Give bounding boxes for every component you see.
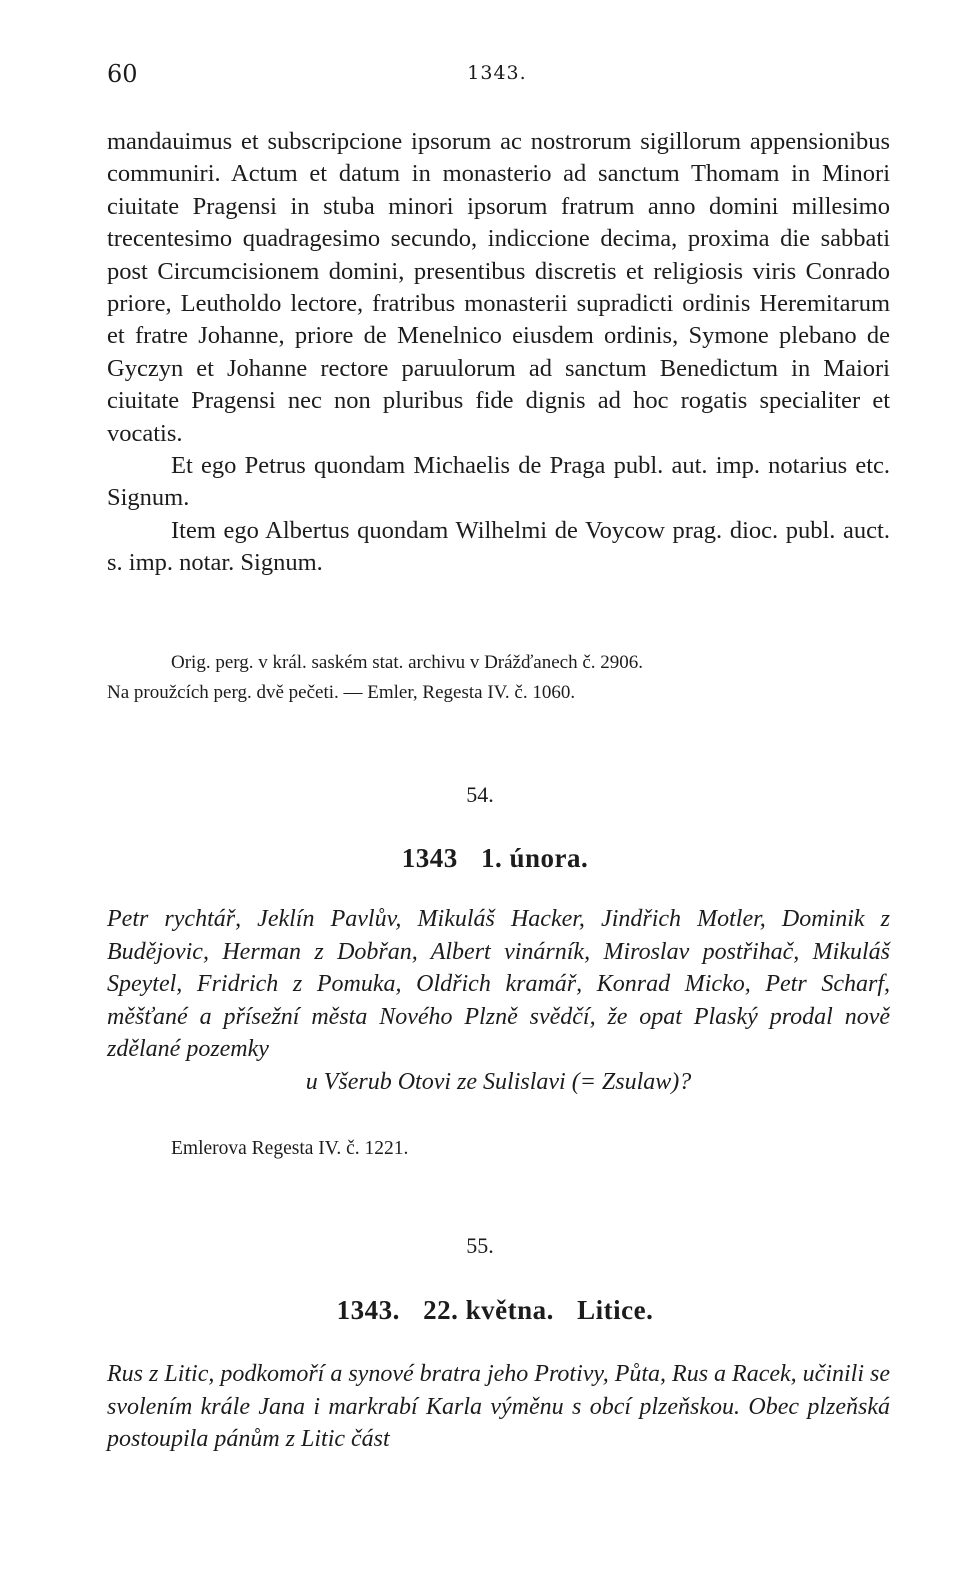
running-header-year: 1343. <box>467 62 527 84</box>
regest-text: Petr rychtář, Jeklín Pavlův, Mikuláš Hacker, Jindřich Motler, Dominik z Budějovic, Herman z Dobřan, Albert vinárník, Miroslav postřihač, Mikuláš Speytel, Fridrich z Pomuka, Oldřich kramář, Konrad Micko, Petr Scharf, měšťané a přísežní města Nového Plzně svědčí, že opat Plaský prodal nově zdělané pozemky <box>107 906 890 1062</box>
entry-number: 54. <box>466 782 494 807</box>
notary-attestation-1: Et ego Petrus quondam Michaelis de Praga publ. aut. imp. notarius etc. Signum. <box>107 452 890 512</box>
source-note-line: Orig. perg. v král. saském stat. archivu v Drážďanech č. 2906. <box>171 652 644 673</box>
entry-year: 1343 <box>401 843 458 873</box>
entry-heading <box>0 1295 960 1326</box>
entry-number: 55. <box>466 1233 494 1258</box>
entry-heading <box>0 843 960 874</box>
entry-date: 22. května. <box>423 1295 554 1325</box>
notary-attestation-2: Item ego Albertus quondam Wilhelmi de Voycow prag. dioc. publ. auct. s. imp. notar. Signum. <box>107 516 890 577</box>
entry-regest <box>107 903 890 1098</box>
regest-text-last-line: u Všerub Otovi ze Sulislavi (= Zsulaw)? <box>305 1068 692 1095</box>
page-header <box>107 60 887 100</box>
entry-regest: Rus z Litic, podkomoří a synové bratra jeho Protivy, Půta, Rus a Racek, učinili se svolením krále Jana i markrabí Karla výměnu s obcí plzeňskou. Obec plzeňská postoupila pánům z Litic část <box>107 1361 890 1452</box>
source-note-line: Na proužcích perg. dvě pečeti. — Emler, Regesta IV. č. 1060. <box>107 682 576 703</box>
charter-text <box>107 126 890 580</box>
entry-reference: Emlerova Regesta IV. č. 1221. <box>171 1138 409 1159</box>
entry-date: 1. února. <box>480 843 589 873</box>
source-note <box>107 648 890 708</box>
entry-year: 1343. <box>336 1295 400 1325</box>
charter-paragraph: mandauimus et subscripcione ipsorum ac nostrorum sigillorum appensionibus communiri. Actum et datum in monasterio ad sanctum Thomam in Minori ciuitate Pragensi in stuba minori ipsorum fratrum anno domini millesimo trecentesimo quadragesimo secundo, indiccione decima, proxima die sabbati post Circumcisionem domini, presentibus discretis et religiosis viris Conrado priore, Leutholdo lectore, fratribus monasterii supradicti ordinis Heremitarum et fratre Johanne, priore de Menelnico eiusdem ordinis, Symone plebano de Gyczyn et Johanne rectore paruulorum ad sanctum Benedictum in Maiori ciuitate Pragensi nec non pluribus fide dignis ad hoc rogatis specialiter et vocatis. <box>107 128 890 447</box>
page-number: 60 <box>107 60 138 88</box>
entry-place: Litice. <box>577 1295 654 1325</box>
